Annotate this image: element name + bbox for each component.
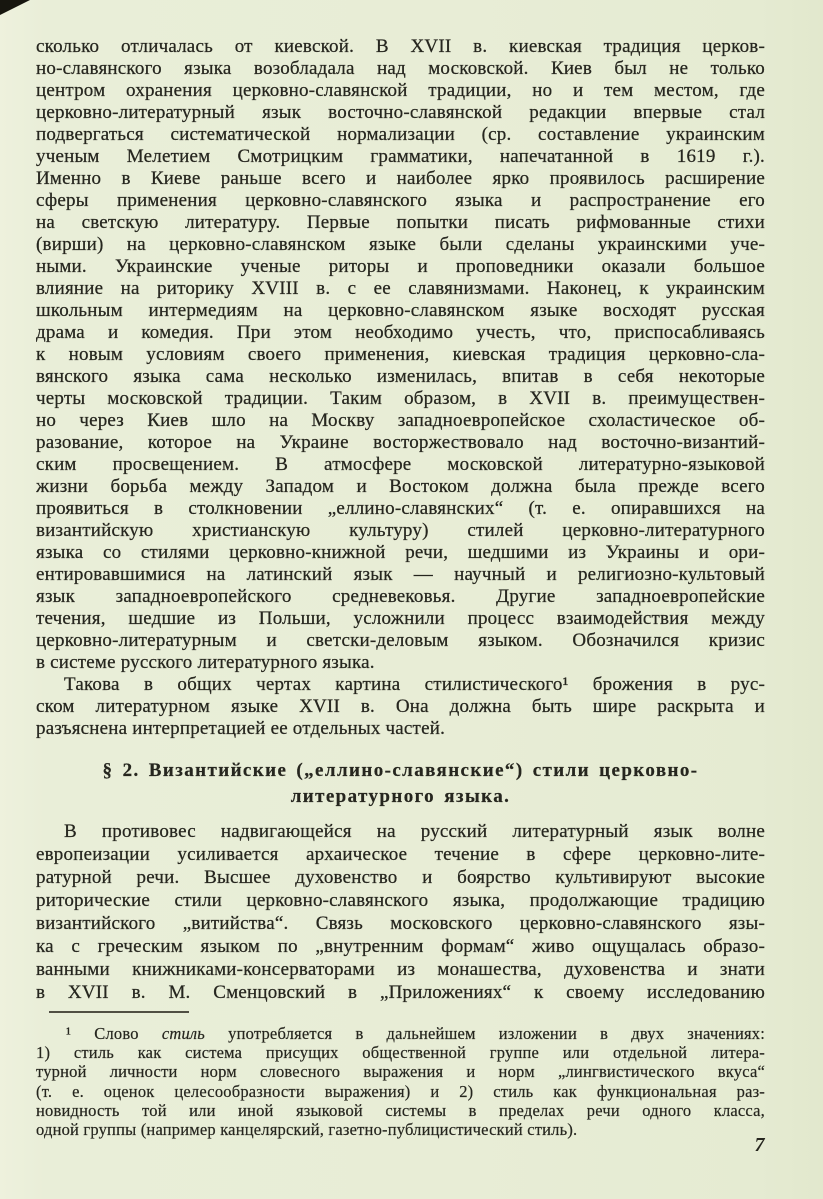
text-line: новидность той или иной языковой системы в пределах речи одного класса, (36, 1100, 765, 1120)
text-line: В противовес надвигающейся на русский литературный язык волне (64, 821, 765, 842)
text-line: ученым Мелетием Смотрицким грамматики, напечатанной в 1619 г.). (36, 146, 765, 167)
text-line: вянского языка сама несколько изменилась, впитав в себя некоторые (36, 366, 765, 387)
text-line: Такова в общих чертах картина стилистического¹ брожения в рус- (64, 674, 765, 695)
text-line: к новым условиям своего применения, киевская традиция церковно-сла- (36, 344, 765, 365)
text-line: риторические стили церковно-славянского языка, продолжающие традицию (36, 890, 765, 911)
text-line: ратурной речи. Высшее духовенство и боярство культивируют высокие (36, 867, 765, 888)
footnote (36, 1024, 765, 1139)
text-line: ском литературном языке XVII в. Она должна быть шире раскрыта и (36, 696, 765, 717)
footnote-separator (49, 1011, 189, 1013)
scan-corner-artifact (0, 0, 30, 15)
text-line: но через Киев шло на Москву западноевропейское схоластическое об- (36, 410, 765, 431)
text-line: подвергаться систематической нормализации (ср. составление украинским (36, 124, 765, 145)
text-line: церковно-литературный язык восточно-славянской редакции впервые стал (36, 102, 765, 123)
text-line: школьным интермедиям на церковно-славянском языке восходят русская (36, 300, 765, 321)
paragraph-continuation (36, 36, 765, 674)
text-line: ¹ Слово стиль употребляется в дальнейшем изложении в двух значениях: (66, 1024, 765, 1043)
text-line: драма и комедия. При этом необходимо учесть, что, приспосабливаясь (36, 322, 765, 343)
text-line: но-славянского языка возобладала над московской. Киев был не только (36, 58, 765, 79)
text-line: церковно-литературным и светски-деловым языком. Обозначился кризис (36, 630, 765, 651)
text-line: европеизации усиливается архаическое течение в сфере церковно-лите- (36, 844, 765, 865)
text-line: влияние на риторику XVIII в. с ее славянизмами. Наконец, к украинским (36, 278, 765, 299)
text-line: турной личности норм словесного выражения и норм „лингвистического вкуса“ (36, 1062, 765, 1082)
text-line: византийского „витийства“. Связь московского церковно-славянского язы- (36, 913, 765, 934)
text-line: разъяснена интерпретацией ее отдельных частей. (36, 718, 446, 739)
text-line: сколько отличалась от киевской. В XVII в. киевская традиция церков- (36, 36, 765, 57)
text-line: одной группы (например канцелярский, газетно-публицистический стиль). (36, 1119, 578, 1139)
text-line: 1) стиль как система присущих общественной группе или отдельной литера- (36, 1043, 765, 1063)
text-line: § 2. Византийские („еллино-славянские“) стили церковно- (102, 760, 699, 781)
text-line: ентировавшимися на латинский язык — научный и религиозно-культовый (36, 564, 765, 585)
text-line: течения, шедшие из Польши, усложнили процесс взаимодействия между (36, 608, 765, 629)
text-line: в системе русского литературного языка. (36, 652, 375, 673)
text-line: (вирши) на церковно-славянском языке были сделаны украинскими уче- (36, 234, 765, 255)
text-line: жизни борьба между Западом и Востоком должна была прежде всего (36, 476, 765, 497)
paragraph (36, 674, 765, 740)
text-line: черты московской традиции. Таким образом, в XVII в. преимуществен- (36, 388, 765, 409)
page-number: 7 (754, 1134, 765, 1156)
text-line: ванными книжниками-консерваторами из монашества, духовенства и знати (36, 959, 765, 980)
text-line: ка с греческим языком по „внутренним формам“ живо ощущалась образо- (36, 936, 765, 957)
paragraph (36, 820, 765, 1004)
text-line: ными. Украинские ученые риторы и проповедники оказали большое (36, 256, 765, 277)
section-heading (36, 758, 765, 810)
text-line: в XVII в. М. Сменцовский в „Приложениях“ к своему исследованию (36, 982, 765, 1003)
text-line: (т. е. оценок целесообразности выражения) и 2) стиль как функциональная раз- (36, 1081, 765, 1101)
text-line: проявиться в столкновении „еллино-славянских“ (т. е. опиравшихся на (36, 498, 765, 519)
text-line: язык западноевропейского средневековья. Другие западноевропейские (36, 586, 765, 607)
text-line: византийскую христианскую культуру) стилей церковно-литературного (36, 520, 765, 541)
text-line: Именно в Киеве раньше всего и наиболее ярко проявилось расширение (36, 168, 765, 189)
text-line: языка со стилями церковно-книжной речи, шедшими из Украины и ори- (36, 542, 765, 563)
text-line: центром охранения церковно-славянской традиции, но и тем местом, где (36, 80, 765, 101)
text-line: разование, которое на Украине восторжествовало над восточно-византий- (36, 432, 765, 453)
text-line: литературного языка. (290, 786, 511, 807)
text-line: сферы применения церковно-славянского языка и распространение его (36, 190, 765, 211)
text-line: на светскую литературу. Первые попытки писать рифмованные стихи (36, 212, 765, 233)
text-line: ским просвещением. В атмосфере московской литературно-языковой (36, 454, 765, 475)
